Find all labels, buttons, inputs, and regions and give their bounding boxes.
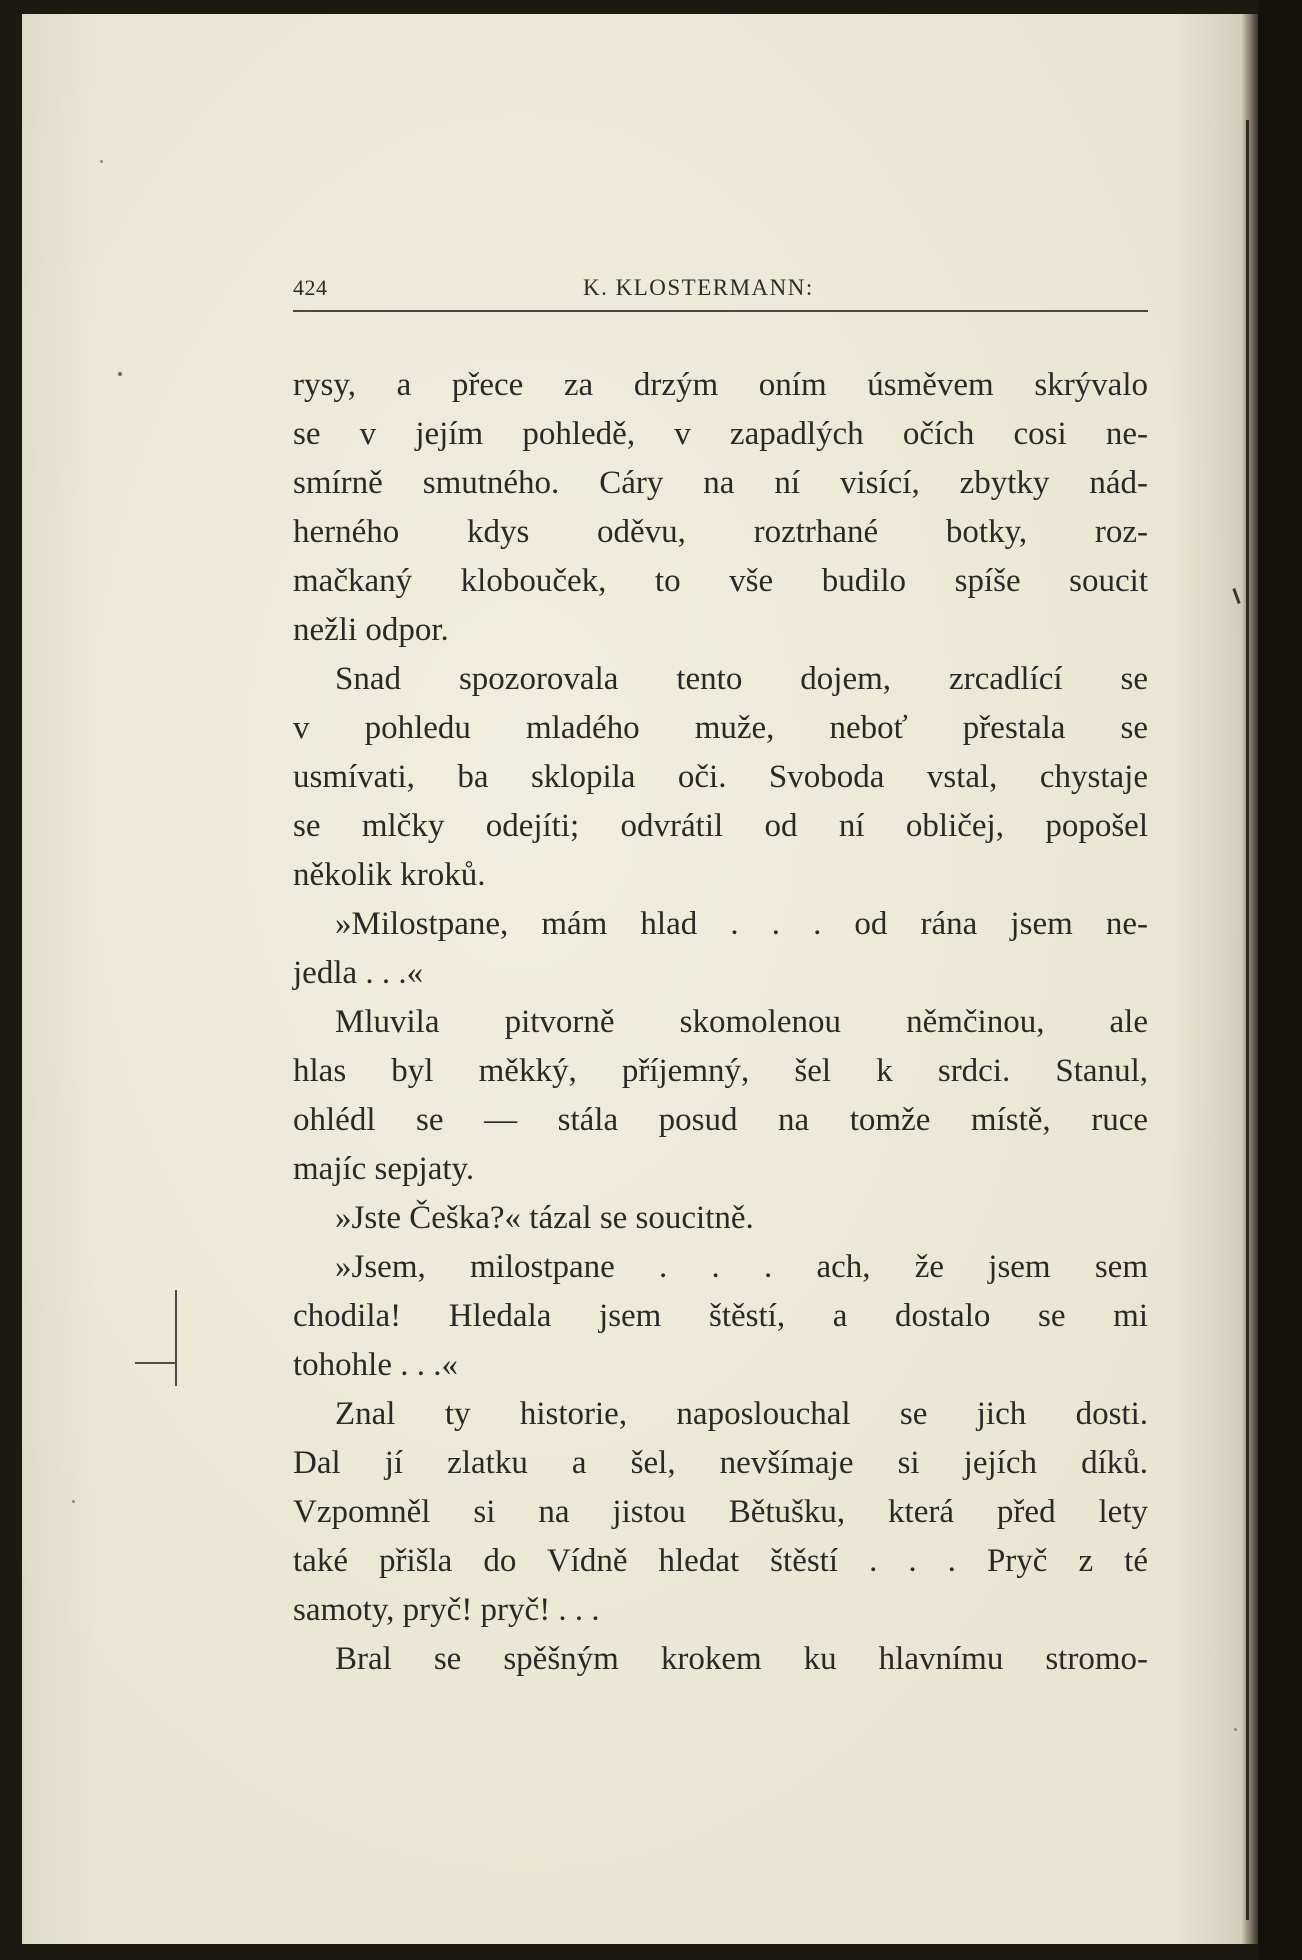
text-line: majíc sepjaty.: [293, 1151, 475, 1187]
text-line: v pohledu mladého muže, neboť přestala se: [293, 710, 1148, 746]
header-rule: [293, 310, 1148, 312]
text-line: Snad spozorovala tento dojem, zrcadlící se: [335, 661, 1148, 697]
text-line: mačkaný klobouček, to vše budilo spíše soucit: [293, 563, 1148, 599]
text-line: se mlčky odejíti; odvrátil od ní obličej, popošel: [293, 808, 1148, 844]
text-line: usmívati, ba sklopila oči. Svoboda vstal, chystaje: [293, 759, 1148, 795]
text-line: hlas byl měkký, příjemný, šel k srdci. Stanul,: [293, 1053, 1148, 1089]
text-line: chodila! Hledala jsem štěstí, a dostalo se mi: [293, 1298, 1148, 1334]
text-line: herného kdys oděvu, roztrhané botky, roz-: [293, 514, 1148, 550]
text-line: »Milostpane, mám hlad . . . od rána jsem ne-: [335, 906, 1148, 942]
page-number: 424: [293, 275, 328, 300]
pencil-mark-horizontal: [135, 1362, 177, 1364]
text-line: jedla . . .«: [293, 955, 424, 991]
gutter-line: [1246, 120, 1249, 1920]
body-text: [293, 361, 1148, 1684]
text-line: samoty, pryč! pryč! . . .: [293, 1592, 600, 1628]
text-line: »Jste Češka?« tázal se soucitně.: [335, 1200, 754, 1236]
margin-speck-mark: [118, 372, 122, 376]
text-line: rysy, a přece za drzým oním úsměvem skrývalo: [293, 367, 1148, 403]
text-line: se v jejím pohledě, v zapadlých očích cosi ne-: [293, 416, 1148, 452]
paper-speck: [1234, 1728, 1237, 1731]
page-edge: [1258, 0, 1302, 1960]
text-line: ohlédl se — stála posud na tomže místě, ruce: [293, 1102, 1148, 1138]
text-line: také přišla do Vídně hledat štěstí . . . Pryč z té: [293, 1543, 1148, 1579]
text-line: několik kroků.: [293, 857, 486, 893]
text-line: Bral se spěšným krokem ku hlavnímu stromo-: [335, 1641, 1148, 1677]
text-line: nežli odpor.: [293, 612, 449, 648]
text-line: Dal jí zlatku a šel, nevšímaje si jejích díků.: [293, 1445, 1148, 1481]
text-line: Znal ty historie, naposlouchal se jich dosti.: [335, 1396, 1148, 1432]
text-line: tohohle . . .«: [293, 1347, 458, 1383]
running-head: K. KLOSTERMANN:: [583, 275, 814, 300]
text-line: Mluvila pitvorně skomolenou němčinou, ale: [335, 1004, 1148, 1040]
pencil-mark-vertical: [175, 1290, 177, 1386]
text-line: Vzpomněl si na jistou Bětušku, která před lety: [293, 1494, 1148, 1530]
text-line: smírně smutného. Cáry na ní visící, zbytky nád-: [293, 465, 1148, 501]
paper-speck: [100, 160, 103, 163]
book-spine-shadow: [1242, 14, 1258, 1944]
page-header: [293, 271, 1148, 311]
text-line: »Jsem, milostpane . . . ach, že jsem sem: [335, 1249, 1148, 1285]
paper-speck: [72, 1500, 75, 1503]
